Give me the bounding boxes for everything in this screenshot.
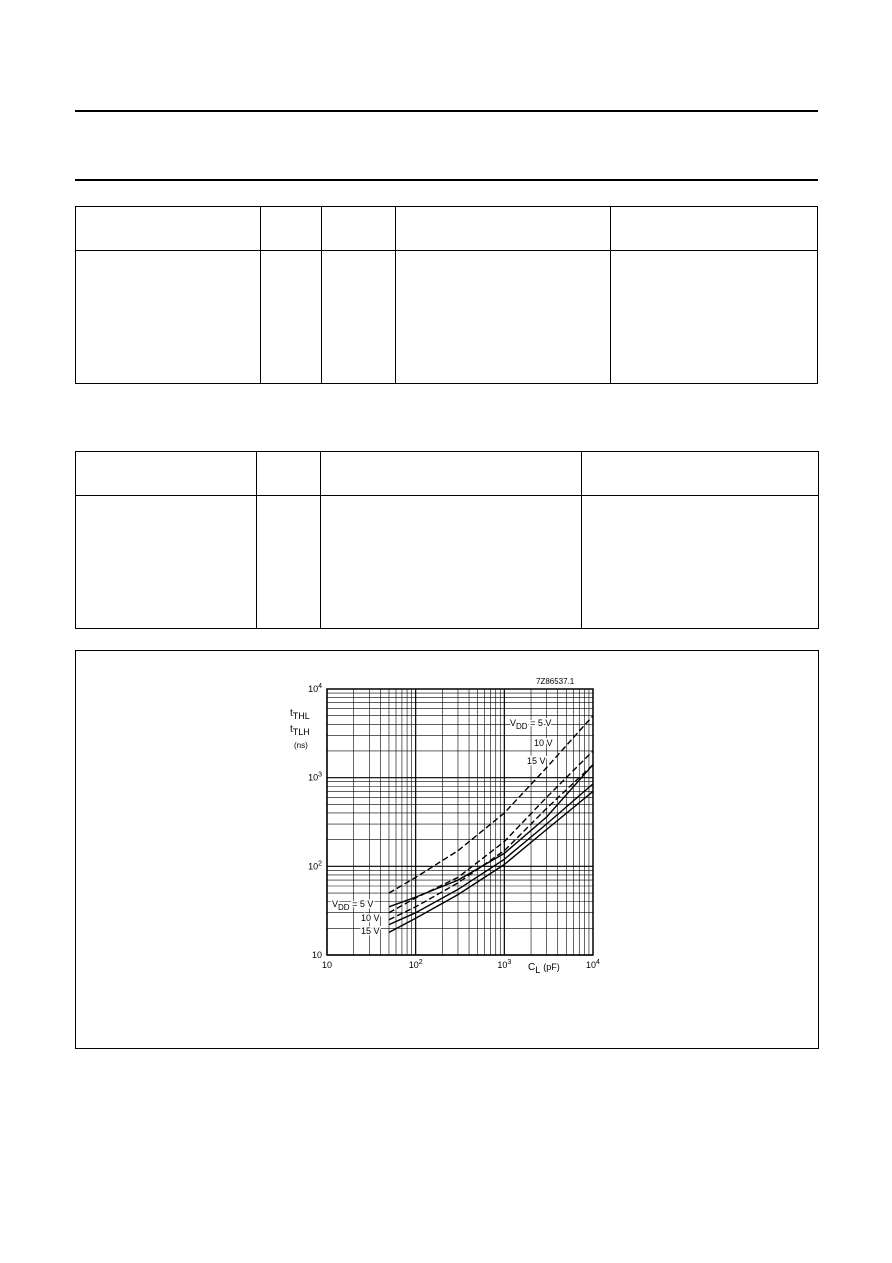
table-cell	[76, 207, 261, 251]
table-cell	[257, 452, 321, 496]
table-cell	[582, 452, 819, 496]
x-tick-label: 10	[321, 960, 333, 970]
header-rule-top	[75, 110, 818, 112]
table-cell	[261, 207, 322, 251]
table-cell	[321, 452, 582, 496]
x-tick-label: $10^2$	[408, 959, 423, 970]
table-cell	[396, 207, 611, 251]
lower-15v-label: 15 V	[361, 926, 380, 936]
y-tick-label: $10^4$	[308, 683, 322, 694]
table-cell	[257, 496, 321, 629]
lower-vdd-label: VDD = 5 V	[332, 899, 374, 912]
table-cell	[76, 496, 257, 629]
table-cell	[611, 207, 818, 251]
table-cell	[322, 207, 396, 251]
table-cell	[76, 251, 261, 384]
table-cell	[582, 496, 819, 629]
spec-table-1	[75, 206, 818, 384]
y-axis-unit: (ns)	[294, 741, 308, 750]
figure-code: 7Z86537.1	[536, 677, 575, 686]
y-axis-label-line-1: tTHL	[290, 708, 310, 721]
header-rule-bottom	[75, 179, 818, 181]
upper-15v-label: 15 V	[527, 756, 546, 766]
table-cell	[321, 496, 582, 629]
lower-10v-label: 10 V	[361, 913, 380, 923]
table-row	[76, 251, 818, 384]
y-tick-label: 10	[311, 950, 322, 960]
transition-time-chart	[270, 670, 610, 980]
x-tick-label: $10^3$	[497, 959, 512, 970]
x-axis-label: CL (pF)	[528, 962, 560, 975]
series-line	[389, 765, 593, 920]
spec-table-2	[75, 451, 819, 629]
table-cell	[76, 452, 257, 496]
y-tick-label: $10^3$	[308, 771, 322, 783]
table-row	[76, 207, 818, 251]
upper-10v-label: 10 V	[534, 738, 553, 748]
x-tick-label: $10^4$	[586, 959, 600, 970]
series-line	[389, 751, 593, 913]
table-cell	[261, 251, 322, 384]
table-cell	[396, 251, 611, 384]
upper-vdd-label: VDD = 5 V	[510, 718, 552, 731]
y-tick-label: $10^2$	[308, 860, 322, 872]
table-cell	[611, 251, 818, 384]
tick-label-layer	[308, 683, 600, 970]
table-row	[76, 496, 819, 629]
table-row	[76, 452, 819, 496]
series-line	[389, 784, 593, 925]
y-axis-label-line-2: tTLH	[290, 724, 310, 737]
table-cell	[322, 251, 396, 384]
